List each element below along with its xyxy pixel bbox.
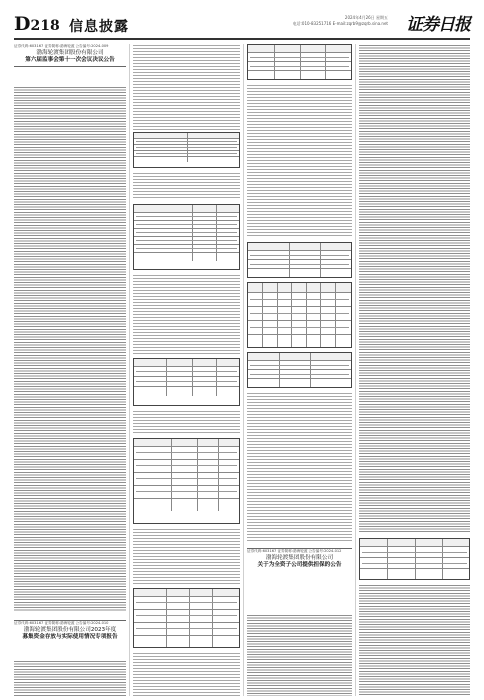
column-divider: [129, 44, 130, 696]
body-text: [133, 172, 240, 200]
header-rule: [14, 38, 470, 40]
data-table: [133, 204, 240, 270]
data-table: [359, 538, 470, 580]
body-text: [133, 528, 240, 584]
announcement-title: 募集资金存放与实际使用情况专项报告: [22, 634, 118, 640]
body-text: [133, 44, 240, 130]
body-text: [133, 274, 240, 354]
announcement-header: [14, 618, 126, 658]
body-text: [133, 410, 240, 434]
section-title: 信息披露: [69, 19, 129, 35]
body-text: [133, 652, 240, 696]
announcement-header: [14, 44, 126, 84]
company-name: 渤海轮渡集团股份有限公司2023年度: [23, 627, 117, 633]
data-table: [133, 132, 240, 168]
column-1: [14, 44, 126, 696]
divider: [14, 66, 126, 67]
column-3: [247, 44, 352, 696]
data-table: [133, 588, 240, 648]
body-text: [359, 44, 470, 534]
announcement-code: 证券代码:603167 证券简称:渤海轮渡 公告编号:2024-012: [247, 549, 342, 553]
page-number: D218: [14, 13, 60, 35]
announcement-header: [247, 546, 352, 612]
data-table: [133, 358, 240, 406]
column-2: [133, 44, 240, 696]
body-text: [247, 84, 352, 238]
announcement-code: 证券代码:603167 证券简称:渤海轮渡 公告编号:2024-009: [14, 44, 109, 48]
announcement-code: 证券代码:603167 证券简称:渤海轮渡 公告编号:2024-010: [14, 621, 109, 625]
issue-date: 2024年4月26日 星期五: [344, 15, 388, 20]
body-text: [14, 86, 126, 612]
data-table: [133, 438, 240, 524]
body-text: [14, 660, 126, 696]
company-name: 渤海轮渡集团股份有限公司: [265, 555, 334, 561]
announcement-title: 关于为全资子公司提供担保的公告: [257, 562, 342, 568]
newspaper-logo: 证券日报: [406, 15, 470, 35]
issue-info: [293, 15, 388, 27]
body-text: [359, 584, 470, 696]
column-4: [359, 44, 470, 696]
announcement-title: 第六届监事会第十一次会议决议公告: [25, 57, 115, 63]
company-name: 渤海轮渡集团股份有限公司: [36, 50, 104, 56]
data-table: [247, 282, 352, 348]
masthead: [14, 14, 470, 36]
data-table: [247, 242, 352, 278]
column-divider: [243, 44, 244, 696]
body-text: [247, 614, 352, 696]
data-table: [247, 352, 352, 388]
body-text: [247, 392, 352, 542]
data-table: [247, 44, 352, 80]
column-divider: [355, 44, 356, 696]
issue-contact: 电话:010-83251716 E-mail:zqrb9@zqrb.sina.net: [292, 21, 388, 26]
